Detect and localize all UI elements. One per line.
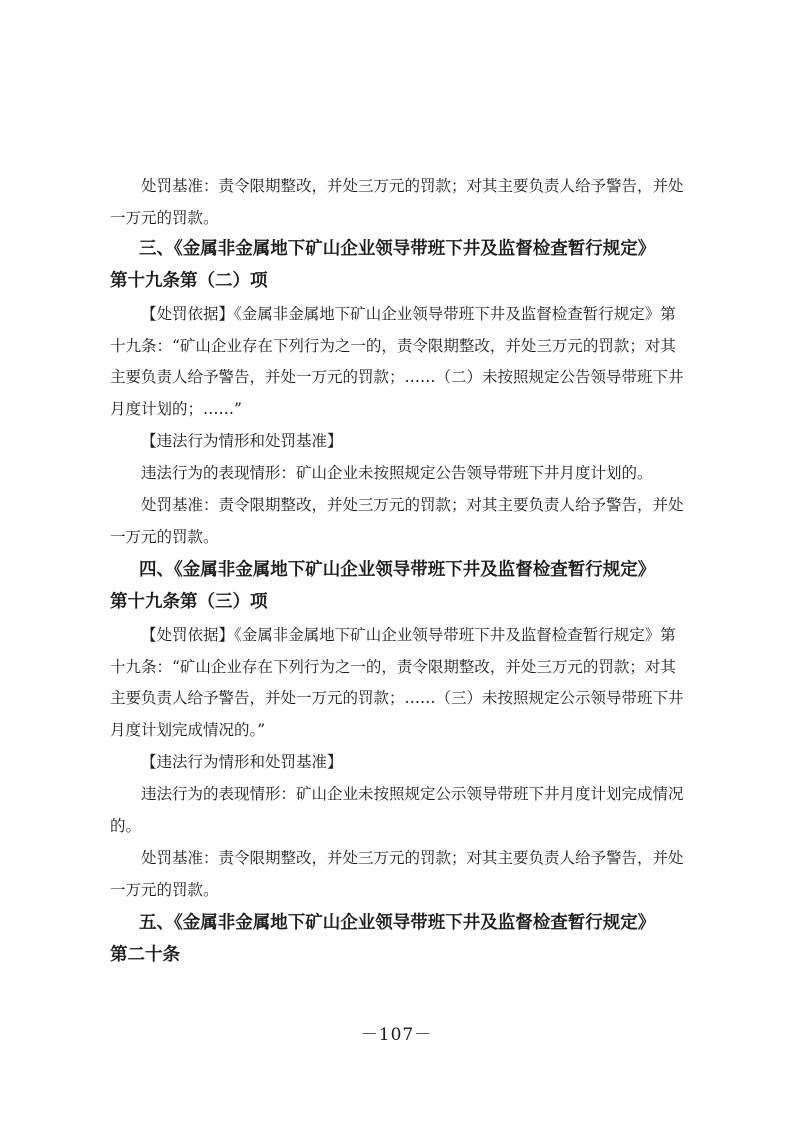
page-number: －107－ <box>360 1025 433 1045</box>
violation-situation-line: 违法行为的表现情形：矿山企业未按照规定公示领导带班下井月度计划完成情况 <box>141 785 684 803</box>
section-heading: 第十九条第（三）项 <box>110 592 268 612</box>
penalty-basis-line: 十九条：“矿山企业存在下列行为之一的，责令限期整改，并处三万元的罚款；对其 <box>110 337 676 355</box>
penalty-basis-line: 月度计划的；……” <box>110 400 242 418</box>
penalty-basis-line: 【处罚依据】《金属非金属地下矿山企业领导带班下井及监督检查暂行规定》第 <box>141 626 676 644</box>
penalty-standard-line: 一万元的罚款。 <box>110 881 219 899</box>
section-heading: 第十九条第（二）项 <box>110 271 268 291</box>
subheading: 【违法行为情形和处罚基准】 <box>141 753 343 771</box>
violation-situation-line: 的。 <box>110 817 142 835</box>
penalty-basis-line: 主要负责人给予警告，并处一万元的罚款；……（二）未按照规定公告领导带班下井 <box>110 368 684 386</box>
penalty-standard-line: 处罚基准：责令限期整改，并处三万元的罚款；对其主要负责人给予警告，并处 <box>141 849 684 867</box>
section-heading: 四、《金属非金属地下矿山企业领导带班下井及监督检查暂行规定》 <box>139 560 656 580</box>
penalty-standard-line: 处罚基准：责令限期整改，并处三万元的罚款；对其主要负责人给予警告，并处 <box>141 177 684 195</box>
penalty-standard-line: 一万元的罚款。 <box>110 528 219 546</box>
penalty-standard-line: 处罚基准：责令限期整改，并处三万元的罚款；对其主要负责人给予警告，并处 <box>141 496 684 514</box>
subheading: 【违法行为情形和处罚基准】 <box>141 432 343 450</box>
section-heading: 五、《金属非金属地下矿山企业领导带班下井及监督检查暂行规定》 <box>139 913 656 933</box>
penalty-basis-line: 【处罚依据】《金属非金属地下矿山企业领导带班下井及监督检查暂行规定》第 <box>141 305 676 323</box>
penalty-standard-line: 一万元的罚款。 <box>110 209 219 227</box>
penalty-basis-line: 月度计划完成情况的。” <box>110 721 266 739</box>
violation-situation-line: 违法行为的表现情形：矿山企业未按照规定公告领导带班下井月度计划的。 <box>141 464 653 482</box>
penalty-basis-line: 十九条：“矿山企业存在下列行为之一的，责令限期整改，并处三万元的罚款；对其 <box>110 658 676 676</box>
section-heading: 三、《金属非金属地下矿山企业领导带班下井及监督检查暂行规定》 <box>139 239 656 259</box>
section-heading: 第二十条 <box>110 945 180 965</box>
penalty-basis-line: 主要负责人给予警告，并处一万元的罚款；……（三）未按照规定公示领导带班下井 <box>110 689 684 707</box>
